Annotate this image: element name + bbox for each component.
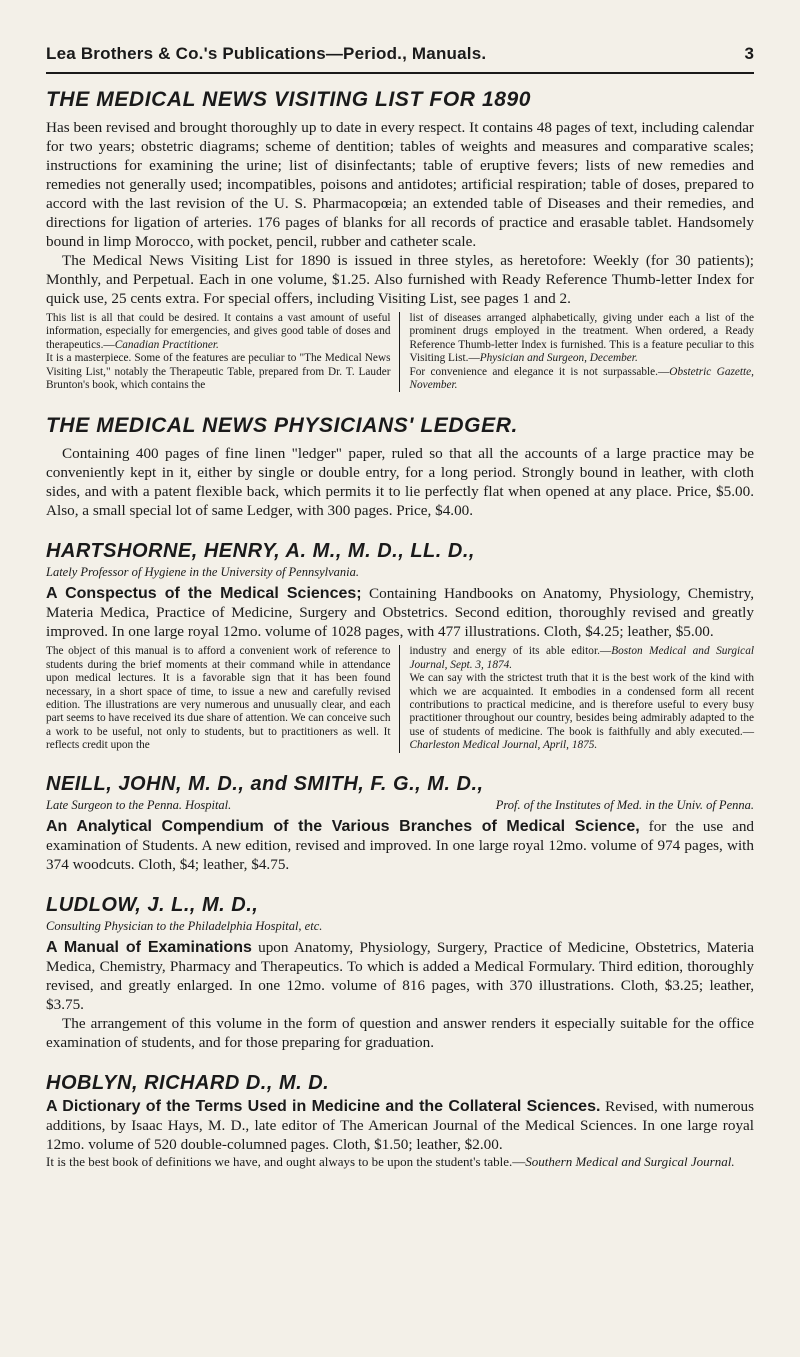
page-number: 3 (744, 44, 754, 63)
review-source: Physician and Surgeon, December. (479, 352, 638, 365)
section-neill-smith (46, 773, 754, 874)
review-text: It is the best book of definitions we have, and ought always to be upon the student's table.— (46, 1153, 526, 1169)
paragraph (46, 1154, 754, 1170)
review-text: For convenience and elegance it is not surpassable.— (409, 365, 670, 378)
review-text: list of diseases arranged alphabetically, giving under each a list of the prominent drugs employed in the treatment. When ordered, a Ready Reference Thumb-letter Index is furnished. This is a feature peculiar to this Visiting List.— (409, 312, 754, 365)
running-head (46, 44, 754, 64)
paragraph (46, 938, 754, 1014)
review-column-left (46, 312, 400, 392)
book-description: for the use and examination of Students. A new edition, revised and improved. In one large royal 12mo. volume of 974 pages, with 374 woodcuts. Cloth, $4; leather, $4.75. (46, 817, 755, 873)
review-source: Boston Medical and Surgical Journal, Sept. 3, 1874. (409, 645, 754, 671)
author-heading: HOBLYN, RICHARD D., M. D. (46, 1071, 330, 1094)
book-title: A Manual of Examinations (46, 938, 252, 956)
author-affiliation: Consulting Physician to the Philadelphia Hospital, etc. (46, 918, 323, 933)
author-affiliation: Prof. of the Institutes of Med. in the Univ. of Penna. (495, 797, 754, 812)
book-title: An Analytical Compendium of the Various Branches of Medical Science, (46, 817, 640, 835)
review-column-left (46, 645, 400, 752)
author-affiliation: Late Surgeon to the Penna. Hospital. (46, 797, 232, 812)
section-hartshorne (46, 540, 754, 752)
paragraph (46, 1097, 754, 1154)
section-visiting-list (46, 88, 754, 392)
review-source: Charleston Medical Journal, April, 1875. (409, 739, 598, 752)
review-text: The object of this manual is to afford a convenient work of reference to students during the brief moments at their command while in attendance upon medical lectures. It is a favorable sign that it has been found necessary, in a short space of time, to issue a new and carefully revised edition. The illustrations are very numerous and unusually clear, and each part seems to have received its due share of attention. We can conceive such a work to be useful, not only to students, but to practitioners as well. It reflects credit upon the (46, 645, 391, 752)
paragraph (46, 817, 754, 874)
review-column-right (410, 312, 755, 392)
review-source: Obstetric Gazette, November. (409, 365, 754, 392)
book-title: A Dictionary of the Terms Used in Medicine and the Collateral Sciences. (46, 1097, 601, 1115)
review-source: Canadian Practitioner. (114, 338, 219, 351)
header-rule (46, 72, 754, 74)
section-hoblyn (46, 1072, 754, 1170)
author-heading: NEILL, JOHN, M. D., and SMITH, F. G., M. D., (46, 772, 484, 795)
section-heading: THE MEDICAL NEWS VISITING LIST FOR 1890 (46, 88, 532, 111)
review-text: We can say with the strictest truth that it is the best work of the kind with which we are acquainted. It embodies in a condensed form all recent contributions to practical medicine, and is therefore useful to every busy practitioner throughout our country, besides being admirably adapted to the use of students of medicine. The book is faithfully and ably executed.— (409, 672, 754, 738)
section-ledger (46, 414, 754, 520)
review-source: Southern Medical and Surgical Journal. (525, 1153, 735, 1169)
book-description: upon Anatomy, Physiology, Surgery, Practice of Medicine, Obstetrics, Materia Medica, Chemistry, Pharmacy and Therapeutics. To which is added a Medical Formulary. Third edition, thoroughly revised, and greatly enlarged. In one 12mo. volume of 816 pages, with 370 illustrations. Cloth, $3.25; leather, $3.75. (46, 938, 754, 1013)
paragraph: The Medical News Visiting List for 1890 is issued in three styles, as heretofore: Weekly (for 30 patients); Monthly, and Perpetual. Each in one volume, $1.25. Also furnished with Ready Reference Thumb-letter Index for quick use, 25 cents extra. For special offers, including Visiting List, see pages 1 and 2. (46, 252, 754, 307)
paragraph (46, 584, 754, 641)
paragraph: The arrangement of this volume in the form of question and answer renders it especially suitable for the office examination of students, and for those preparing for graduation. (46, 1014, 754, 1051)
book-description: Revised, with numerous additions, by Isaac Hays, M. D., late editor of The American Journal of the Medical Sciences. In one large royal 12mo. volume of 520 double-columned pages. Cloth, $1.50; leather, $2.00. (46, 1097, 755, 1153)
book-title: A Conspectus of the Medical Sciences; (46, 585, 362, 603)
paragraph: Has been revised and brought thoroughly up to date in every respect. It contains 48 pages of text, including calendar for two years; obstetric diagrams; scheme of dentition; tables of weights and measures and comparative scales; instructions for examining the urine; list of disinfectants; table of eruptive fevers; lists of new remedies and remedies not generally used; incompatibles, poisons and antidotes; artificial respiration; table of doses, prepared to accord with the last revision of the U. S. Pharmacopœia; an extended table of Diseases and their remedies, and directions for ligation of arteries. 176 pages of blanks for all records of practice and erasable tablet. Handsomely bound in limp Morocco, with pocket, pencil, rubber and catheter scale. (46, 119, 754, 250)
review-text: industry and energy of its able editor.— (409, 645, 612, 658)
running-head-title: Lea Brothers & Co.'s Publications—Period., Manuals. (46, 44, 487, 63)
section-heading: THE MEDICAL NEWS PHYSICIANS' LEDGER. (46, 414, 518, 438)
author-heading: LUDLOW, J. L., M. D., (46, 893, 259, 916)
paragraph: Containing 400 pages of fine linen "ledger" paper, ruled so that all the accounts of a large practice may be conveniently kept in it, either by single or double entry, for a long period. Strongly bound in leather, with cloth sides, and with a patent flexible back, which permits it to lie perfectly flat when opened at any place. Price, $5.00. Also, a small special lot of same Ledger, with 300 pages. Price, $4.00. (46, 445, 754, 520)
review-text: It is a masterpiece. Some of the features are peculiar to "The Medical News Visiting List," notably the Therapeutic Table, prepared from Dr. T. Lauder Brunton's book, which contains the (46, 352, 391, 392)
review-text: This list is all that could be desired. It contains a vast amount of useful information, especially for emergencies, and gives good table of doses and therapeutics.— (46, 312, 391, 351)
review-column-right (410, 645, 755, 752)
author-heading: HARTSHORNE, HENRY, A. M., M. D., LL. D., (46, 540, 475, 563)
book-description: Containing Handbooks on Anatomy, Physiology, Chemistry, Materia Medica, Practice of Medicine, Surgery and Obstetrics. Second edition, thoroughly revised and greatly improved. In one large royal 12mo. volume of 1028 pages, with 477 illustrations. Cloth, $4.25; leather, $5.00. (46, 585, 754, 641)
author-affiliation: Lately Professor of Hygiene in the University of Pennsylvania. (46, 565, 360, 580)
page-body (46, 88, 754, 1190)
reviews (46, 645, 754, 752)
reviews (46, 312, 754, 392)
author-affiliations (46, 798, 754, 813)
section-ludlow (46, 894, 754, 1052)
